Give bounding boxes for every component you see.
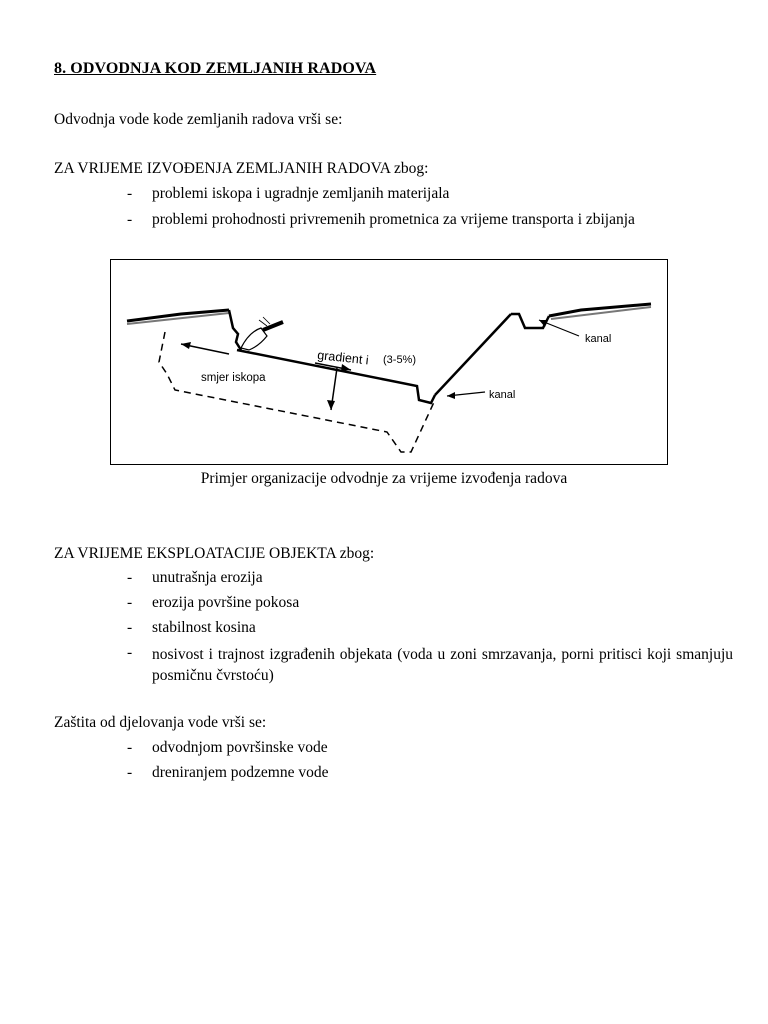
gradient-percent-label: (3-5%): [383, 354, 417, 366]
right-ground-surface: [549, 304, 651, 316]
canal-lower-label: kanal: [489, 389, 516, 401]
list-item: [127, 764, 328, 782]
list-item: [127, 211, 635, 229]
list-item-text: problemi iskopa i ugradnje zemljanih materijala: [152, 185, 450, 202]
excavator-teeth-icon: [259, 317, 270, 326]
gradient-label: gradient i: [316, 348, 370, 368]
final-excavation-dashed-line: [159, 332, 435, 452]
list-item-text: odvodnjom površinske vode: [152, 739, 328, 756]
list-item-text: stabilnost kosina: [152, 619, 256, 636]
list-item: [127, 739, 328, 757]
intro-text: Odvodnja vode kode zemljanih radova vrši se:: [54, 111, 343, 128]
list-item: [127, 569, 263, 587]
bullet-dash: -: [127, 594, 133, 611]
direction-arrow-down-head: [327, 400, 335, 410]
drainage-cross-section-diagram: [111, 260, 667, 464]
canal-upper-label: kanal: [585, 333, 612, 345]
bullet-dash: -: [127, 185, 133, 202]
drainage-figure: [110, 259, 668, 465]
direction-label: smjer iskopa: [201, 372, 266, 384]
list-item: [127, 594, 299, 612]
list-item: [127, 644, 733, 686]
direction-arrow-left-head: [181, 342, 191, 349]
excavator-arm-icon: [263, 322, 283, 330]
bullet-dash: -: [127, 764, 133, 781]
page-title: 8. ODVODNJA KOD ZEMLJANIH RADOVA: [54, 60, 377, 77]
canal-lower-arrow-head: [447, 392, 455, 399]
bullet-dash: -: [127, 211, 133, 228]
list-item-text: nosivost i trajnost izgrađenih objekata (voda u zoni smrzavanja, porni pritisci koji smanjuju posmičnu čvrstoću): [152, 646, 733, 684]
section3-heading: Zaštita od djelovanja vode vrši se:: [54, 714, 267, 731]
bullet-dash: -: [127, 644, 133, 661]
excavator-bucket-icon: [241, 328, 267, 350]
list-item: [127, 619, 256, 637]
right-slope: [435, 314, 511, 395]
section2-heading: ZA VRIJEME EKSPLOATACIJE OBJEKTA zbog:: [54, 545, 375, 562]
section1-heading: ZA VRIJEME IZVOĐENJA ZEMLJANIH RADOVA zbog:: [54, 160, 429, 177]
bullet-dash: -: [127, 569, 133, 586]
figure-caption: Primjer organizacije odvodnje za vrijeme izvođenja radova: [200, 470, 568, 487]
list-item-text: problemi prohodnosti privremenih prometnica za vrijeme transporta i zbijanja: [152, 211, 635, 228]
list-item-text: unutrašnja erozija: [152, 569, 263, 586]
list-item: [127, 185, 449, 203]
left-excavation-face: [229, 310, 241, 350]
bullet-dash: -: [127, 619, 133, 636]
list-item-text: erozija površine pokosa: [152, 594, 300, 611]
bullet-dash: -: [127, 739, 133, 756]
list-item-text: dreniranjem podzemne vode: [152, 764, 329, 781]
